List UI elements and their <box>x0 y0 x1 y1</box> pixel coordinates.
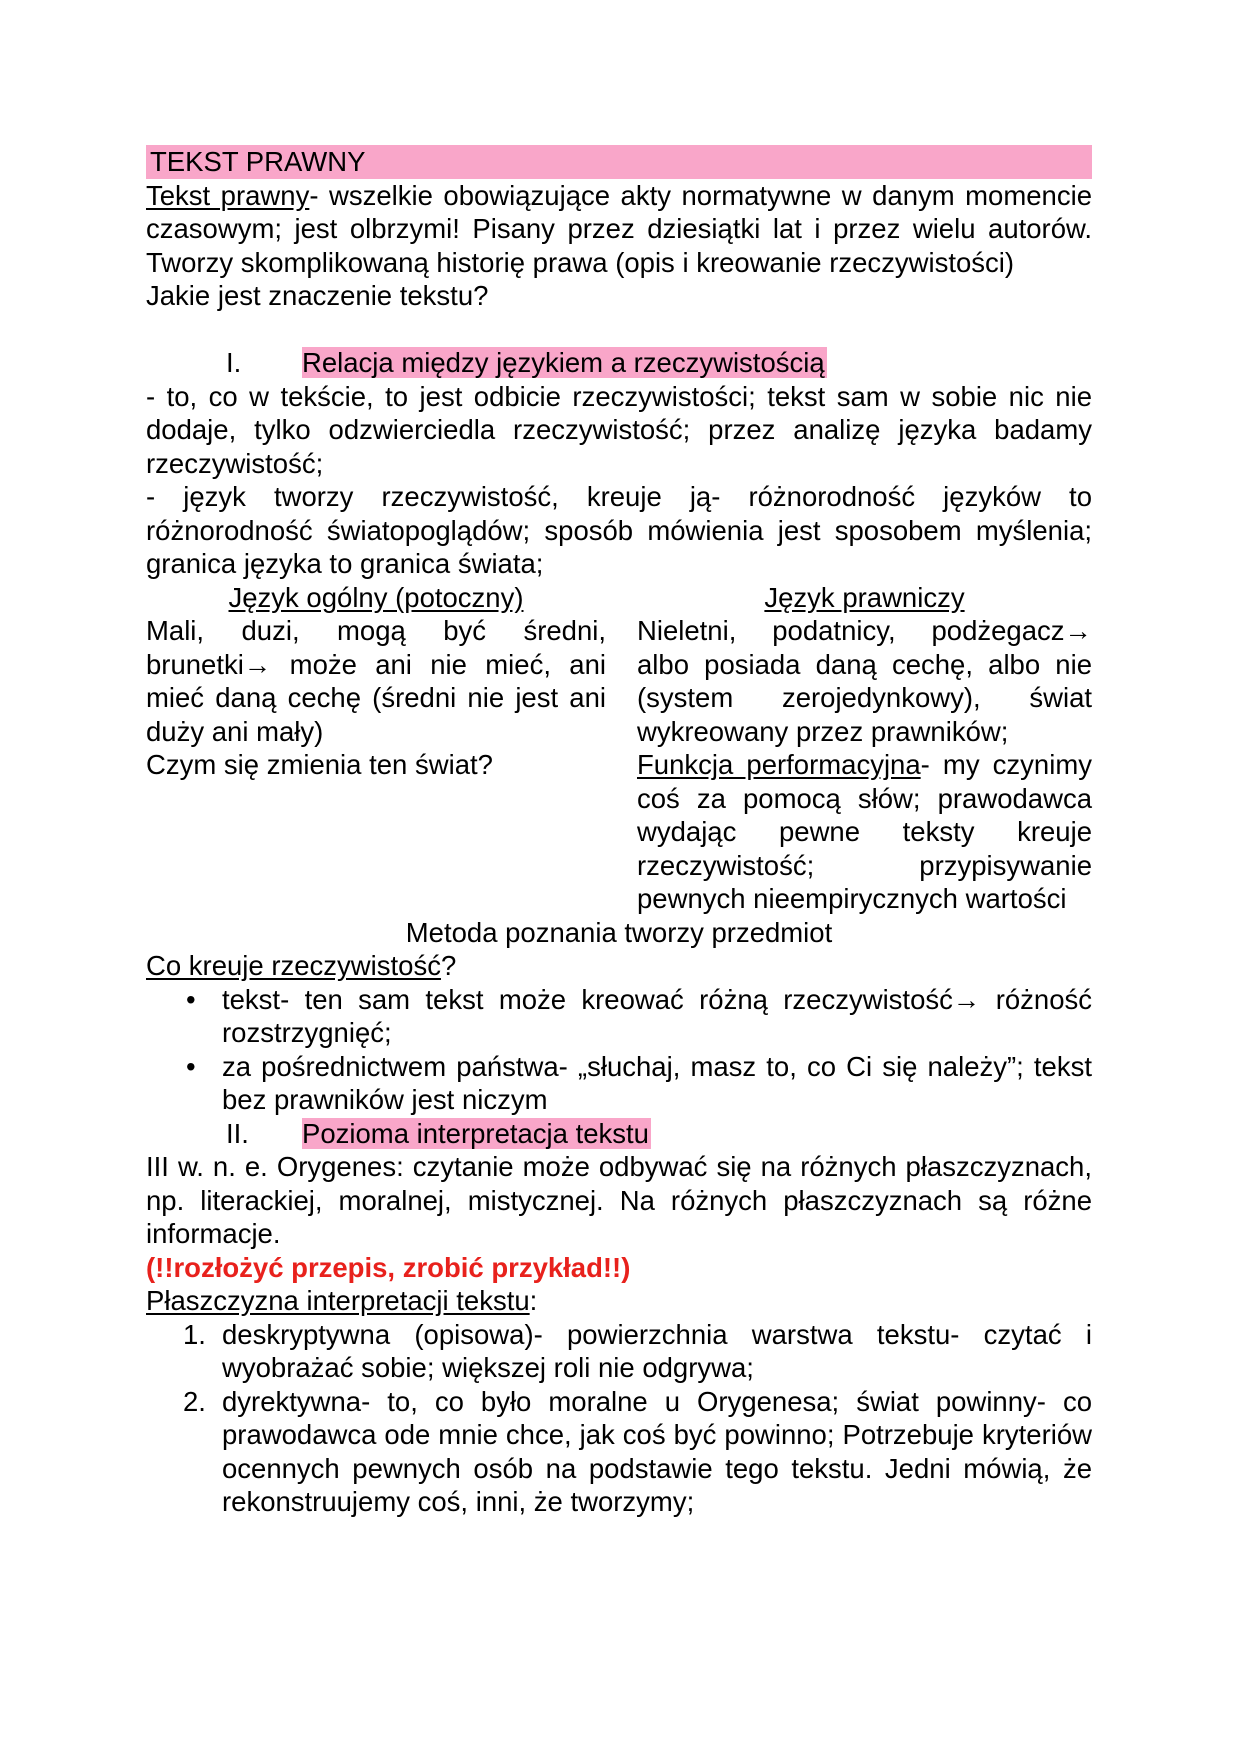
column-question-general: Czym się zmienia ten świat? <box>146 749 493 780</box>
bullet-icon: • <box>186 1050 196 1082</box>
column-text-general: Mali, duzi, mogą być średni, brunetki→ może ani nie mieć, ani mieć daną cechę (średni nie jest ani duży ani mały) <box>146 615 606 747</box>
performative-term: Funkcja performacyjna <box>637 749 921 780</box>
method-line: Metoda poznania tworzy przedmiot <box>405 916 833 948</box>
column-heading-legal: Język prawniczy <box>764 581 965 613</box>
section-heading-1 <box>146 346 1092 380</box>
bullet-list <box>146 983 1092 1117</box>
interpretation-heading-text: Płaszczyzna interpretacji tekstu <box>146 1285 530 1316</box>
document-content <box>146 145 1092 1519</box>
question-mark: ? <box>440 950 457 981</box>
list-number: 1. <box>183 1318 206 1350</box>
heading-colon: : <box>529 1285 538 1316</box>
blank-line <box>146 313 1092 347</box>
section-title-2: Pozioma interpretacja tekstu <box>302 1117 649 1149</box>
column-heading-general: Język ogólny (potoczny) <box>228 581 524 613</box>
section-title-1: Relacja między językiem a rzeczywistością <box>302 347 825 378</box>
list-item <box>146 1385 1092 1519</box>
numbered-list <box>146 1318 1092 1519</box>
reality-question <box>146 949 1092 983</box>
column-performative-function <box>637 748 1092 916</box>
bullet-icon: • <box>186 983 196 1015</box>
document-title: TEKST PRAWNY <box>146 145 1092 179</box>
section-heading-2 <box>146 1117 1092 1151</box>
reality-question-text: Co kreuje rzeczywistość <box>146 950 441 981</box>
section1-paragraph-2: - język tworzy rzeczywistość, kreuje ją- różnorodność języków to różnorodność światopoglądów; sposób mówienia jest sposobem myślenia; granica języka to granica świata; <box>146 481 1092 579</box>
list-item-text: za pośrednictwem państwa- „słuchaj, masz to, co Ci się należy”; tekst bez prawników jest niczym <box>222 1050 1092 1115</box>
red-note: (!!rozłożyć przepis, zrobić przykład!!) <box>146 1251 631 1283</box>
intro-paragraph <box>146 179 1092 280</box>
list-item <box>146 1050 1092 1117</box>
section1-paragraph-1: - to, co w tekście, to jest odbicie rzeczywistości; tekst sam w sobie nic nie dodaje, tylko odzwierciedla rzeczywistość; przez analizę języka badamy rzeczywistość; <box>146 380 1092 479</box>
intro-question: Jakie jest znaczenie tekstu? <box>146 280 489 311</box>
list-number: 2. <box>183 1385 206 1417</box>
intro-definition: - wszelkie obowiązujące akty normatywne w danym momencie czasowym; jest olbrzymi! Pisany przez dziesiątki lat i przez wielu autorów. Tworzy skomplikowaną historię prawa (opis i kreowanie rzeczywistości) <box>146 179 1093 278</box>
column-text-legal: Nieletni, podatnicy, podżegacz→ albo posiada daną cechę, albo nie (system zerojedynkowy), świat wykreowany przez prawników; <box>637 615 1092 747</box>
list-item-text: dyrektywna- to, co było moralne u Orygenesa; świat powinny- co prawodawca ode mnie chce, jak coś być powinno; Potrzebuje kryteriów ocennych pewnych osób na podstawie tego tekstu. Jedni mówią, że rekonstruujemy coś, inni, że tworzymy; <box>222 1385 1092 1517</box>
column-legal-language <box>637 581 1092 916</box>
list-item-text: deskryptywna (opisowa)- powierzchnia warstwa tekstu- czytać i wyobrażać sobie; większej roli nie odgrywa; <box>222 1318 1092 1383</box>
list-item-text: tekst- ten sam tekst może kreować różną rzeczywistość→ różność rozstrzygnięć; <box>222 983 1092 1048</box>
list-item <box>146 1318 1092 1385</box>
interpretation-heading <box>146 1284 1092 1318</box>
section-number-1: I. <box>226 347 242 378</box>
comparison-columns <box>146 581 1092 916</box>
column-general-language <box>146 581 606 916</box>
section2-paragraph: III w. n. e. Orygenes: czytanie może odbywać się na różnych płaszczyznach, np. literackiej, moralnej, mistycznej. Na różnych płaszczyznach są różne informacje. <box>146 1151 1092 1249</box>
section-number-2: II. <box>226 1117 249 1149</box>
performative-text: - my czynimy coś za pomocą słów; prawodawca wydając pewne teksty kreuje rzeczywistość; przypisywanie pewnych nieempirycznych wartości <box>637 749 1092 914</box>
intro-term: Tekst prawny <box>146 179 310 211</box>
list-item <box>146 983 1092 1050</box>
